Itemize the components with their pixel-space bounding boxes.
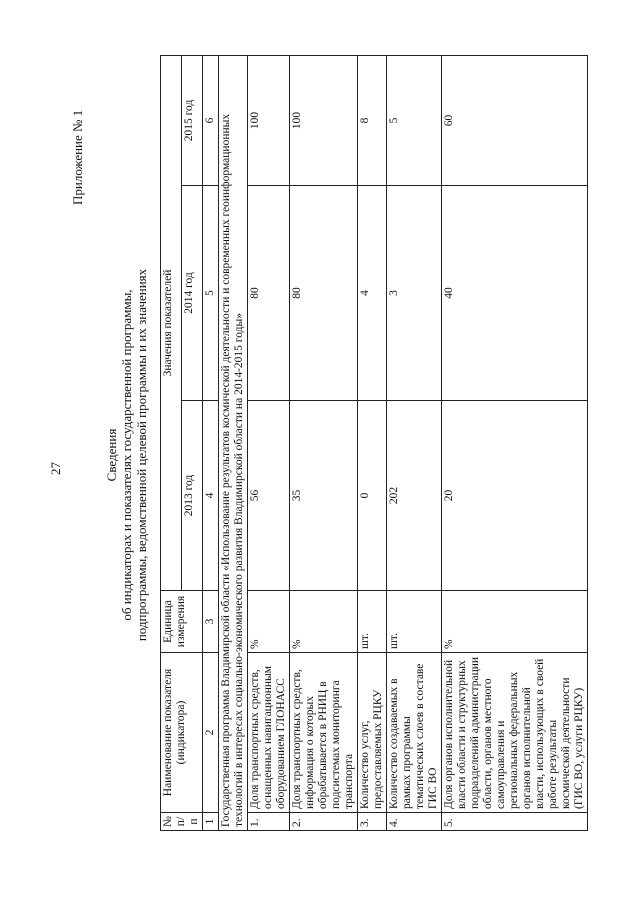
row-value-2015: 100: [290, 55, 358, 185]
row-unit: %: [442, 591, 588, 653]
row-num: 1.: [248, 813, 290, 831]
row-value-2014: 3: [387, 186, 442, 401]
col-number: 2: [203, 653, 219, 813]
col-number: 6: [203, 55, 219, 185]
col-number: 4: [203, 401, 219, 591]
row-value-2015: 8: [358, 55, 387, 185]
col-number: 1: [203, 813, 219, 831]
row-indicator-name: Доля транспортных средств, оснащенных навигационным оборудованием ГЛОНАСС: [248, 653, 290, 813]
row-value-2015: 5: [387, 55, 442, 185]
header-2014: 2014 год: [182, 186, 203, 401]
table-row: [290, 55, 358, 830]
title-line-3: подпрограммы, ведомственной целевой программы и их значениях: [134, 268, 149, 642]
program-title: Государственная программа Владимирской области «Использование результатов космической деятельности и современных геоинформационных технологий в интересах социально-экономического развития Владимирской области на 2014-2015 годы»: [219, 55, 248, 830]
column-number-row: [203, 55, 219, 830]
header-2015: 2015 год: [182, 55, 203, 185]
title-line-2: об индикаторах и показателях государственной программы,: [119, 289, 134, 621]
header-unit: Единица измерения: [161, 591, 203, 653]
row-value-2014: 80: [248, 186, 290, 401]
col-number: 3: [203, 591, 219, 653]
row-value-2013: 56: [248, 401, 290, 591]
row-indicator-name: Количество создаваемых в рамках программы тематических слоев в составе ГИС ВО: [387, 653, 442, 813]
row-value-2014: 40: [442, 186, 588, 401]
row-unit: %: [290, 591, 358, 653]
row-indicator-name: Количество услуг, предоставляемых РЦКУ: [358, 653, 387, 813]
document-title: [104, 175, 149, 735]
header-values-group: Значения показателей: [161, 55, 182, 590]
row-num: 4.: [387, 813, 442, 831]
table-row: [387, 55, 442, 830]
row-num: 2.: [290, 813, 358, 831]
table-header-row: [161, 55, 182, 830]
row-unit: %: [248, 591, 290, 653]
row-value-2013: 20: [442, 401, 588, 591]
table-row: [442, 55, 588, 830]
title-line-1: Сведения: [104, 428, 119, 482]
row-value-2014: 80: [290, 186, 358, 401]
row-num: 5.: [442, 813, 588, 831]
program-title-row: [219, 55, 248, 830]
row-value-2014: 4: [358, 186, 387, 401]
header-name: Наименование показателя (индикатора): [161, 653, 203, 813]
indicators-table: [160, 55, 588, 831]
row-num: 3.: [358, 813, 387, 831]
row-value-2015: 60: [442, 55, 588, 185]
row-value-2015: 100: [248, 55, 290, 185]
col-number: 5: [203, 186, 219, 401]
table-row: [358, 55, 387, 830]
row-unit: шт.: [387, 591, 442, 653]
row-indicator-name: Доля органов исполнительной власти области и структурных подразделений администрации области, органов местного самоуправления и региональных федеральных органов исполнительной власти, использующих в своей работе результаты космической деятельности (ГИС ВО, услуги РЦКУ): [442, 653, 588, 813]
row-indicator-name: Доля транспортных средств, информация о которых обрабатывается в РНИЦ в подсистемах мониторинга транспорта: [290, 653, 358, 813]
table-row: [248, 55, 290, 830]
header-num: № п/п: [161, 813, 203, 831]
row-value-2013: 0: [358, 401, 387, 591]
page-number: 27: [48, 462, 63, 475]
appendix-label: Приложение № 1: [70, 109, 85, 205]
header-2013: 2013 год: [182, 401, 203, 591]
row-value-2013: 202: [387, 401, 442, 591]
row-unit: шт.: [358, 591, 387, 653]
row-value-2013: 35: [290, 401, 358, 591]
